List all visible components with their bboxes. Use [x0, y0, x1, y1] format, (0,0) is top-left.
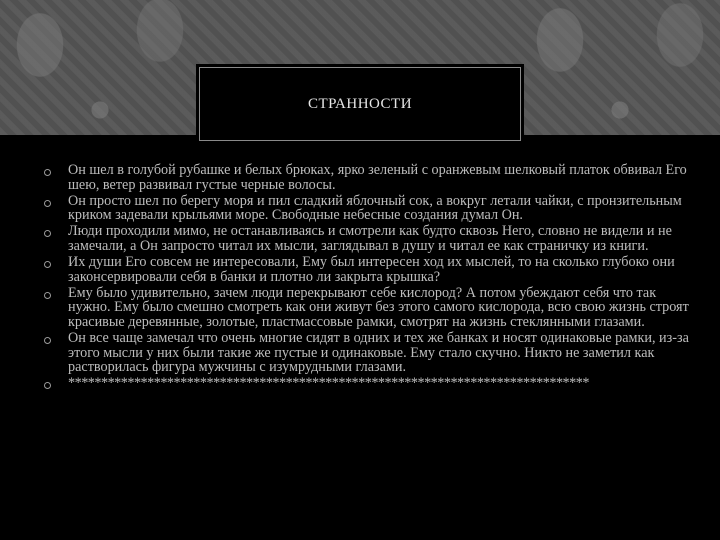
paragraph-text: Он все чаще замечал что очень многие сидят в одних и тех же банках и носят одинаковые рамки, из-за этого мысли у них были такие же пустые и одинаковые. Ему стало скучно. Никто не заметил как растворилась фигура мужчины с изумрудными глазами.	[68, 330, 689, 376]
asterisk-separator: *******************************************************************************	[68, 376, 589, 391]
bullet-item	[44, 376, 694, 391]
title-box	[196, 64, 524, 144]
paragraph-text: Их души Его совсем не интересовали, Ему был интересен ход их мыслей, то на сколько глубоко они законсервировали себя в банки и плотно ли закрыта крышка?	[68, 254, 675, 285]
paragraph-text: Он шел в голубой рубашке и белых брюках, ярко зеленый с оранжевым шелковый платок обвивал Его шею, ветер развивал густые черные волосы.	[68, 162, 687, 193]
paragraph-text: Он просто шел по берегу моря и пил сладкий яблочный сок, а вокруг летали чайки, с пронзительным криком задевали крыльями море. Свободные небесные создания думал Он.	[68, 192, 682, 224]
bullet-item	[44, 286, 694, 330]
hollow-circle-icon	[44, 292, 51, 299]
bullet-item	[44, 224, 694, 253]
bullet-item	[44, 255, 694, 284]
bullet-item	[44, 331, 694, 375]
hollow-circle-icon	[44, 382, 51, 389]
bullet-list	[44, 163, 694, 391]
paragraph-text: Люди проходили мимо, не останавливаясь и смотрели как будто сквозь Него, словно не видели и не замечали, а Он запросто читал их мысли, заглядывал в душу и читал ее как страничку из книги.	[68, 223, 672, 254]
bullet-item	[44, 163, 694, 192]
hollow-circle-icon	[44, 169, 51, 176]
hollow-circle-icon	[44, 200, 51, 207]
hollow-circle-icon	[44, 230, 51, 237]
hollow-circle-icon	[44, 337, 51, 344]
bullet-item	[44, 194, 694, 223]
hollow-circle-icon	[44, 261, 51, 268]
paragraph-text: Ему было удивительно, зачем люди перекрывают себе кислород? А потом убеждают себя что так нужно. Ему было смешно смотреть как они живут без этого самого кислорода, всю свою жизнь строят красивые деревянные, золотые, пластмассовые рамки, смотрят на жизнь стеклянными глазами.	[68, 284, 689, 330]
slide-content	[44, 163, 694, 392]
slide-title: СТРАННОСТИ	[307, 95, 413, 112]
